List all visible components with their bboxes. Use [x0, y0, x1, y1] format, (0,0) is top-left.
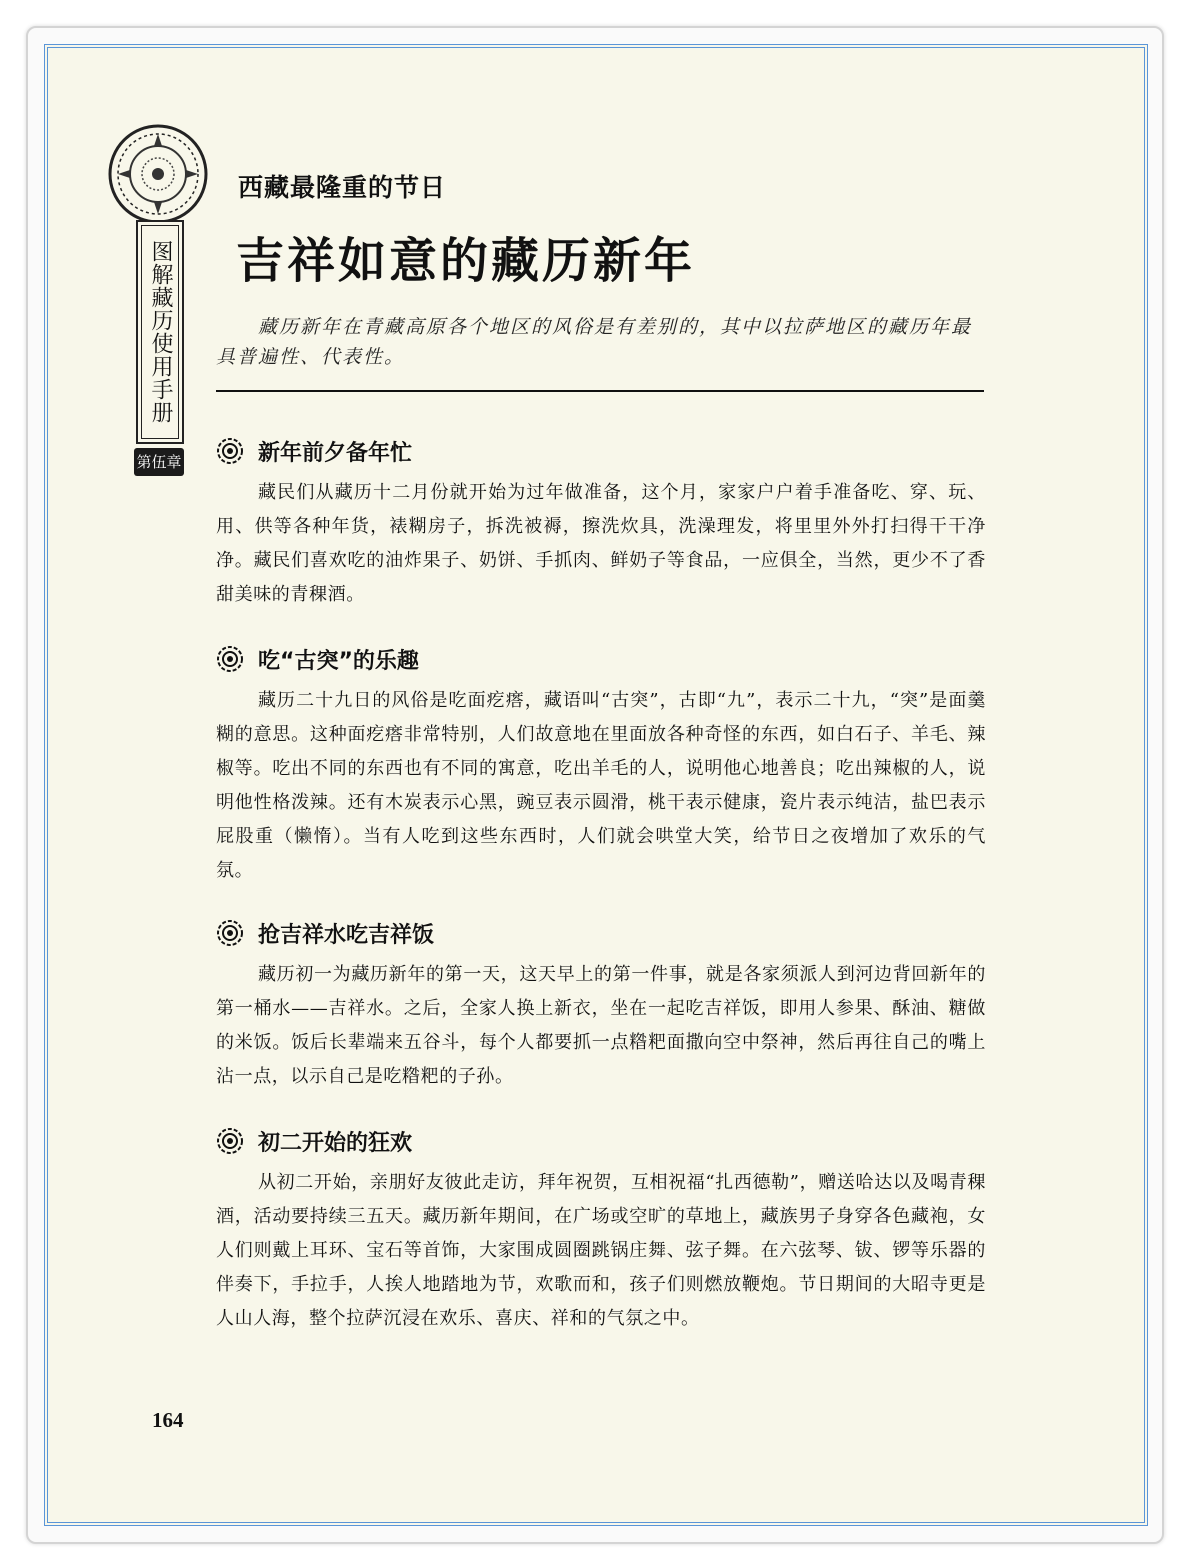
section-body: 从初二开始，亲朋好友彼此走访，拜年祝贺，互相祝福“扎西德勒”，赠送哈达以及喝青稞酒，活动要持续三五天。藏历新年期间，在广场或空旷的草地上，藏族男子身穿各色藏袍，女人们则戴上耳环、宝石等首饰，大家围成圆圈跳锅庄舞、弦子舞。在六弦琴、钹、锣等乐器的伴奏下，手拉手，人挨人地踏地为节，欢歌而和，孩子们则燃放鞭炮。节日期间的大昭寺更是人山人海，整个拉萨沉浸在欢乐、喜庆、祥和的气氛之中。: [216, 1172, 986, 1329]
section-1: [216, 434, 986, 612]
section-body: 藏历二十九日的风俗是吃面疙瘩，藏语叫“古突”，古即“九”，表示二十九，“突”是面羹糊的意思。这种面疙瘩非常特别，人们故意地在里面放各种奇怪的东西，如白石子、羊毛、辣椒等。吃出不同的东西也有不同的寓意，吃出羊毛的人，说明他心地善良；吃出辣椒的人，说明他性格泼辣。还有木炭表示心黑，豌豆表示圆滑，桃干表示健康，瓷片表示纯洁，盐巴表示屁股重（懒惰）。当有人吃到这些东西时，人们就会哄堂大笑，给节日之夜增加了欢乐的气氛。: [216, 690, 986, 881]
section-body: 藏历初一为藏历新年的第一天，这天早上的第一件事，就是各家须派人到河边背回新年的第一桶水——吉祥水。之后，全家人换上新衣，坐在一起吃吉祥饭，即用人参果、酥油、糖做的米饭。饭后长辈端来五谷斗，每个人都要抓一点糌粑面撒向空中祭神，然后再往自己的嘴上沾一点，以示自己是吃糌粑的子孙。: [216, 964, 986, 1087]
section-kicker: 西藏最隆重的节日: [238, 173, 447, 202]
flower-bullet-icon: [216, 919, 244, 947]
section-3: [216, 916, 986, 1094]
section-heading: [216, 1124, 986, 1158]
page-number: 164: [152, 1408, 184, 1432]
section-heading-text: 新年前夕备年忙: [258, 440, 413, 466]
section-body: 藏民们从藏历十二月份就开始为过年做准备，这个月，家家户户着手准备吃、穿、玩、用、供等各种年货，裱糊房子，拆洗被褥，擦洗炊具，洗澡理发，将里里外外打扫得干干净净。藏民们喜欢吃的油炸果子、奶饼、手抓肉、鲜奶子等食品，一应俱全，当然，更少不了香甜美味的青稞酒。: [216, 482, 986, 605]
flower-bullet-icon: [216, 645, 244, 673]
flower-bullet-icon: [216, 1127, 244, 1155]
book-title-tab: [136, 220, 184, 444]
section-heading-text: 初二开始的狂欢: [258, 1130, 413, 1156]
section-heading-text: 吃“古突”的乐趣: [258, 648, 419, 674]
flower-bullet-icon: [216, 437, 244, 465]
chapter-badge: 第伍章: [134, 448, 184, 476]
book-title: 图解藏历使用手册: [148, 240, 173, 424]
section-2: [216, 642, 986, 888]
book-title-tab-inner: [141, 225, 179, 439]
divider-rule: [216, 390, 984, 392]
section-heading: [216, 916, 986, 950]
section-heading-text: 抢吉祥水吃吉祥饭: [258, 922, 435, 948]
section-4: [216, 1124, 986, 1336]
section-heading: [216, 642, 986, 676]
section-heading: [216, 434, 986, 468]
intro-paragraph: 藏历新年在青藏高原各个地区的风俗是有差别的，其中以拉萨地区的藏历年最具普遍性、代表性。: [216, 316, 973, 368]
page-title: 吉祥如意的藏历新年: [236, 233, 696, 289]
ornament-medallion-icon: [106, 122, 210, 226]
